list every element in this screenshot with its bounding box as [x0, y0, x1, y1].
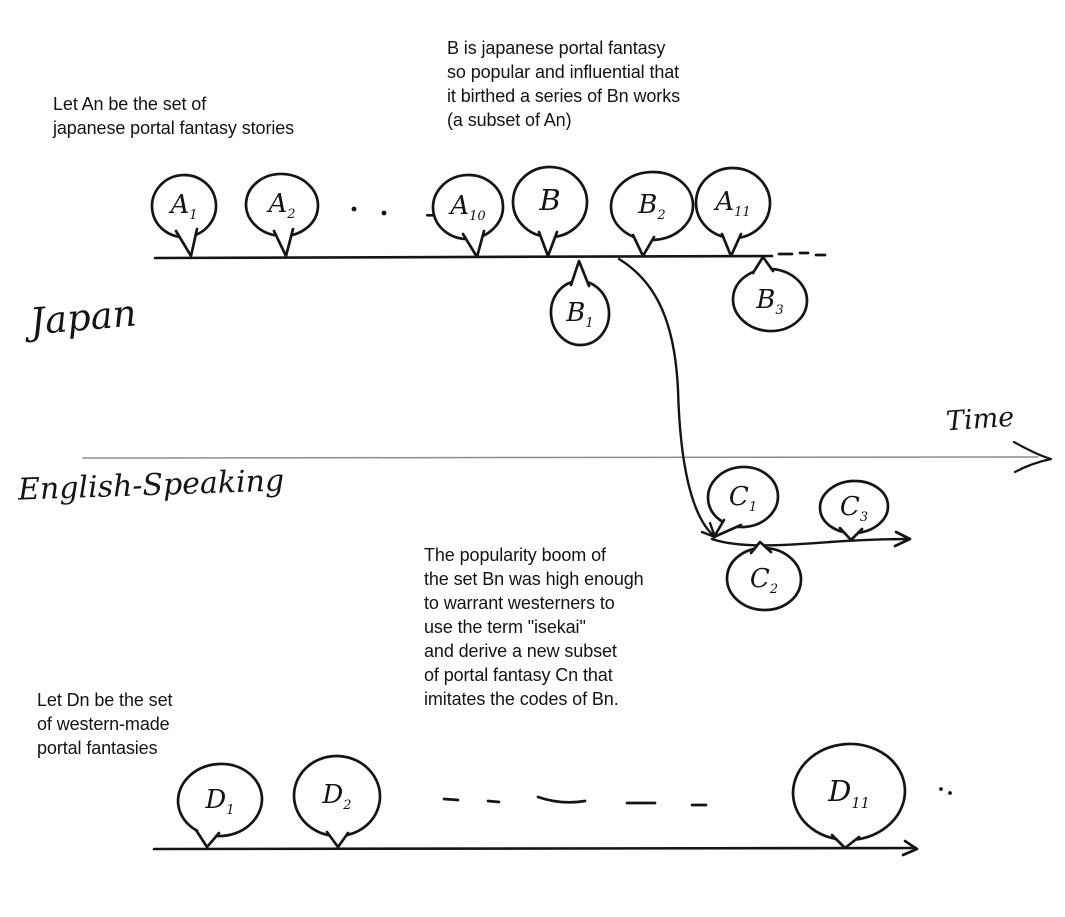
- bubble-a2: $A_2$: [268, 189, 296, 223]
- note-line: so popular and influential that: [447, 62, 680, 82]
- note-line: of portal fantasy Cn that: [424, 665, 613, 685]
- label-english-speaking: English-Speaking: [17, 463, 285, 508]
- bubble-b2: $B_2$: [638, 190, 666, 224]
- note-line: (a subset of An): [447, 110, 572, 130]
- d-row-ellipsis-dashes: [444, 797, 706, 805]
- note-line: use the term "isekai": [424, 617, 586, 637]
- note-d: [37, 688, 172, 760]
- bubble-a11: $A_{11}$: [715, 187, 751, 221]
- japan-timeline-ellipsis: [779, 253, 825, 255]
- a-row-ellipsis-dots: [352, 207, 437, 217]
- note-b: [447, 36, 680, 132]
- bubble-b1: $B_1$: [566, 298, 594, 332]
- note-line: of western-made: [37, 714, 170, 734]
- bubble-a10: $A_{10}$: [450, 191, 486, 225]
- bubble-c1: $C_1$: [728, 482, 758, 516]
- bubble-d2: $D_2$: [322, 780, 352, 814]
- bubble-b3: $B_3$: [756, 285, 784, 319]
- note-line: portal fantasies: [37, 738, 158, 758]
- note-an: [53, 92, 294, 140]
- note-line: Let Dn be the set: [37, 690, 173, 710]
- bubble-d11: $D_{11}$: [828, 774, 870, 812]
- note-c: [424, 543, 644, 711]
- note-line: japanese portal fantasy stories: [53, 118, 295, 138]
- note-line: imitates the codes of Bn.: [424, 689, 619, 709]
- label-japan: Japan: [28, 291, 139, 344]
- note-line: it birthed a series of Bn works: [447, 86, 681, 106]
- bubble-c3: $C_3$: [839, 492, 869, 526]
- label-time: Time: [945, 401, 1016, 438]
- bubble-c2: $C_2$: [749, 564, 779, 598]
- bubble-b: B: [539, 183, 561, 217]
- japan-timeline: [155, 253, 825, 258]
- note-line: and derive a new subset: [424, 641, 617, 661]
- note-line: B is japanese portal fantasy: [447, 38, 666, 58]
- bubble-d1: $D_1$: [205, 785, 235, 819]
- bubble-a1: $A_1$: [170, 190, 198, 224]
- note-line: the set Bn was high enough: [424, 569, 644, 589]
- ink-strokes: [83, 165, 1051, 855]
- time-axis-line: [83, 457, 1038, 458]
- note-line: The popularity boom of: [424, 545, 606, 565]
- note-line: to warrant westerners to: [424, 593, 615, 613]
- note-line: Let An be the set of: [53, 94, 207, 114]
- boom-transfer-curve: [619, 259, 715, 537]
